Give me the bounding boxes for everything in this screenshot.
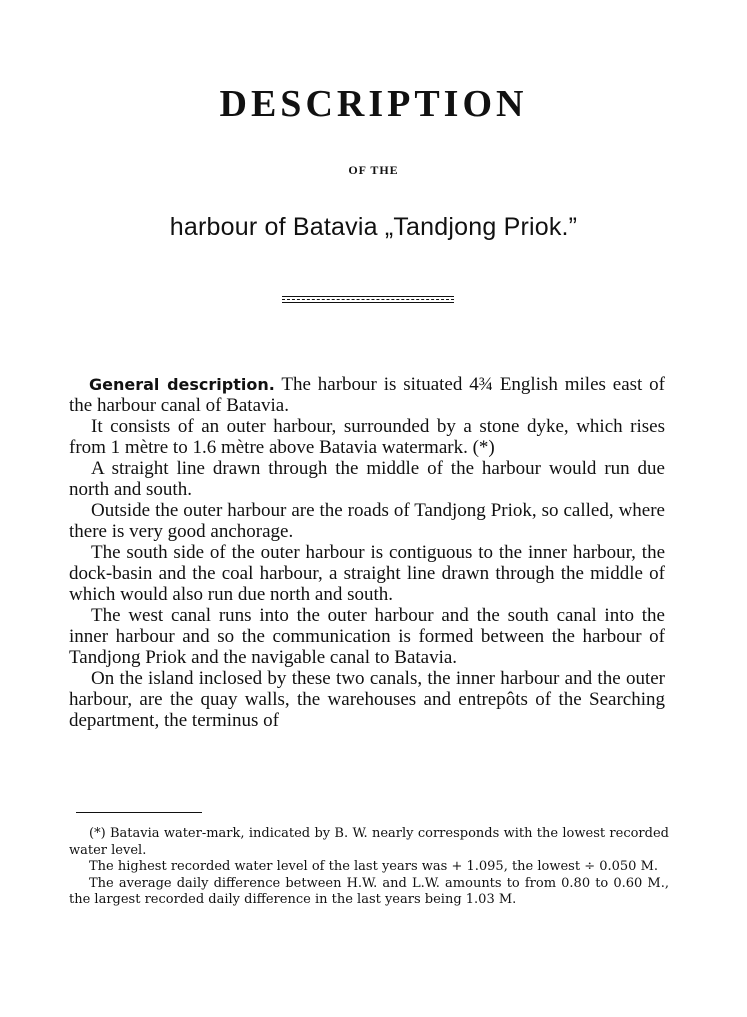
paragraph [69, 374, 665, 416]
footnotes [69, 826, 669, 909]
title-connector: OF THE [348, 163, 399, 177]
body-text [69, 374, 665, 731]
paragraph: The west canal runs into the outer harbour and the south canal into the inner harbour and so the communication is formed between the harbour of Tandjong Priok and the navigable canal to Batavia. [69, 605, 665, 668]
paragraph: The south side of the outer harbour is contiguous to the inner harbour, the dock-basin and the coal harbour, a straight line drawn through the middle of which would also run due north and south. [69, 542, 665, 605]
section-lead: General description. [89, 375, 275, 394]
page-title: DESCRIPTION [219, 83, 528, 125]
paragraph: A straight line drawn through the middle of the harbour would run due north and south. [69, 458, 665, 500]
page-subtitle: harbour of Batavia „Tandjong Priok.” [169, 213, 578, 241]
title-ornament-divider [282, 296, 454, 304]
paragraph-text: The harbour is situated 4¾ English miles east of the harbour canal of Batavia. [69, 374, 666, 416]
footnote: (*) Batavia water-mark, indicated by B. W. nearly corresponds with the lowest recorded water level. [69, 826, 669, 858]
paragraph: On the island inclosed by these two canals, the inner harbour and the outer harbour, are the quay walls, the warehouses and entrepôts of the Searching department, the terminus of [69, 668, 665, 731]
paragraph: Outside the outer harbour are the roads of Tandjong Priok, so called, where there is very good anchorage. [69, 500, 665, 542]
footnote: The average daily difference between H.W. and L.W. amounts to from 0.80 to 0.60 M., the largest recorded daily difference in the last years being 1.03 M. [69, 875, 669, 907]
footnote-rule [76, 812, 202, 813]
footnote: The highest recorded water level of the last years was + 1.095, the lowest ÷ 0.050 M. [89, 859, 659, 874]
paragraph: It consists of an outer harbour, surrounded by a stone dyke, which rises from 1 mètre to 1.6 mètre above Batavia watermark. (*) [69, 416, 665, 458]
